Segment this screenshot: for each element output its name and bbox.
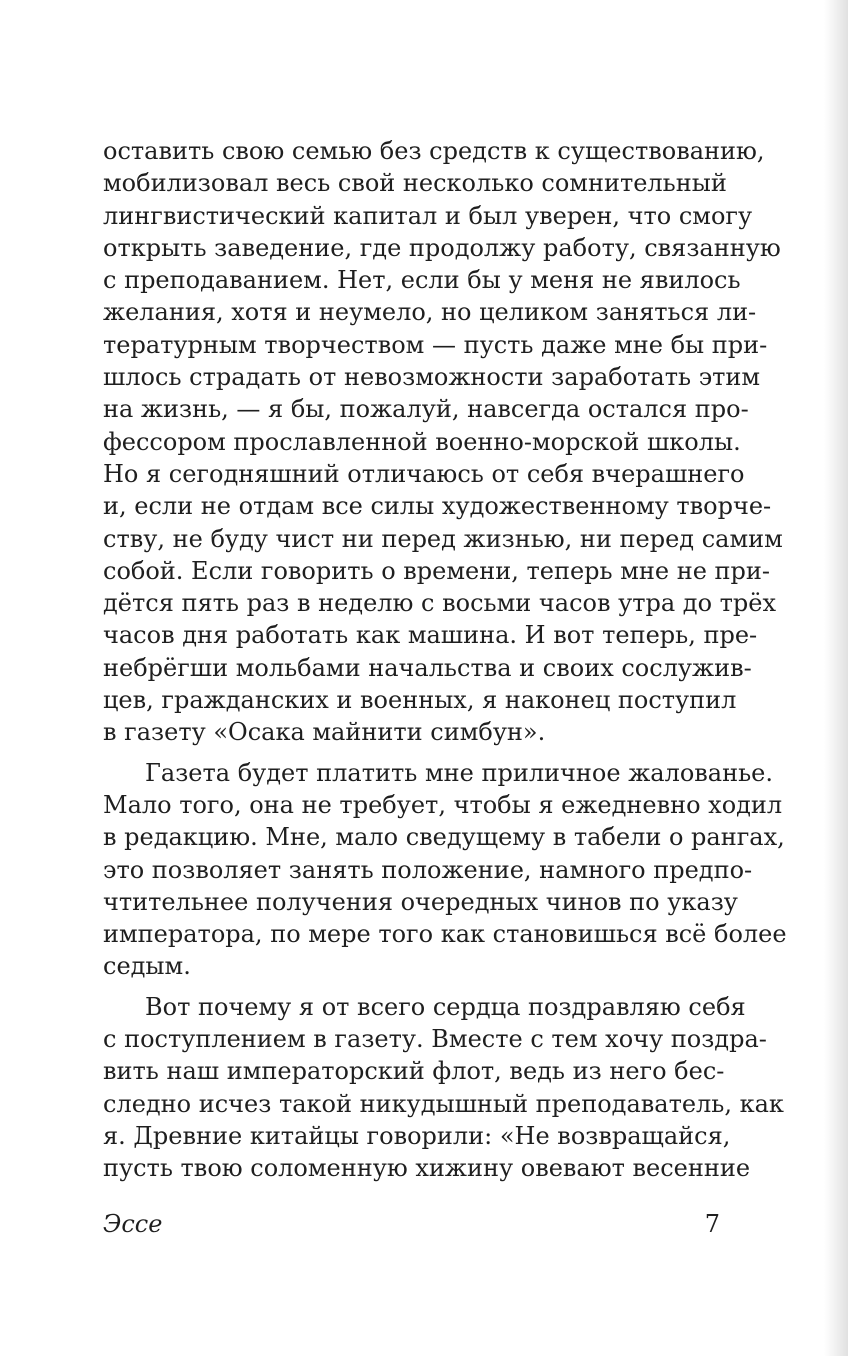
page-number: 7 — [704, 1210, 720, 1238]
text-line: следно исчез такой никудышный преподаватель, как — [103, 1089, 784, 1118]
running-footer-section: Эссе — [103, 1210, 163, 1238]
text-line: часов дня работать как машина. И вот теперь, пре- — [103, 621, 758, 650]
text-line: пусть твою соломенную хижину овевают весенние — [103, 1154, 751, 1183]
text-line: Но я сегодняшний отличаюсь от себя вчерашнего — [103, 459, 745, 488]
text-line: чтительнее получения очередных чинов по указу — [103, 887, 738, 916]
paragraph-gap — [103, 983, 720, 991]
text-line: лингвистический капитал и был уверен, что смогу — [103, 201, 753, 230]
paragraph-gap — [103, 749, 720, 757]
text-line: желания, хотя и неумело, но целиком заняться ли- — [103, 298, 757, 327]
paragraph-3 — [103, 991, 784, 1185]
text-line: собой. Если говорить о времени, теперь мне не при- — [103, 556, 770, 585]
text-line: цев, гражданских и военных, я наконец поступил — [103, 686, 737, 715]
text-line: это позволяет занять положение, намного предпо- — [103, 855, 753, 884]
text-line: дётся пять раз в неделю с восьми часов утра до трёх — [103, 589, 777, 618]
text-line: фессором прославленной военно-морской школы. — [103, 427, 741, 456]
text-line: в газету «Осака майнити симбун». — [103, 718, 546, 747]
text-line: мобилизовал весь свой несколько сомнительный — [103, 169, 727, 198]
text-line: на жизнь, — я бы, пожалуй, навсегда остался про- — [103, 395, 749, 424]
text-line: я. Древние китайцы говорили: «Не возвращайся, — [103, 1121, 731, 1150]
text-line: вить наш императорский флот, ведь из него бес- — [103, 1057, 725, 1086]
text-line: с преподаванием. Нет, если бы у меня не явилось — [103, 266, 741, 295]
paragraph-1 — [103, 135, 783, 749]
paragraph-2 — [103, 757, 787, 983]
text-line: ству, не буду чист ни перед жизнью, ни перед самим — [103, 524, 783, 553]
text-line: шлось страдать от невозможности заработать этим — [103, 363, 761, 392]
text-line: императора, по мере того как становишься всё более — [103, 920, 787, 949]
text-line: Вот почему я от всего сердца поздравляю себя — [145, 992, 746, 1021]
text-line: седым. — [103, 952, 191, 981]
text-line: с поступлением в газету. Вместе с тем хочу поздра- — [103, 1025, 767, 1054]
text-line: Газета будет платить мне приличное жалованье. — [145, 758, 773, 787]
text-line: открыть заведение, где продолжу работу, связанную — [103, 233, 781, 262]
page-edge-shadow — [824, 0, 848, 1356]
text-line: небрёгши мольбами начальства и своих сослужив- — [103, 653, 752, 682]
text-line: оставить свою семью без средств к существованию, — [103, 137, 765, 165]
body-text — [103, 135, 787, 1185]
text-line: тературным творчеством — пусть даже мне бы при- — [103, 330, 768, 359]
text-line: Мало того, она не требует, чтобы я ежедневно ходил — [103, 790, 783, 819]
text-line: в редакцию. Мне, мало сведущему в табели о рангах, — [103, 823, 785, 852]
text-line: и, если не отдам все силы художественному творче- — [103, 492, 772, 521]
